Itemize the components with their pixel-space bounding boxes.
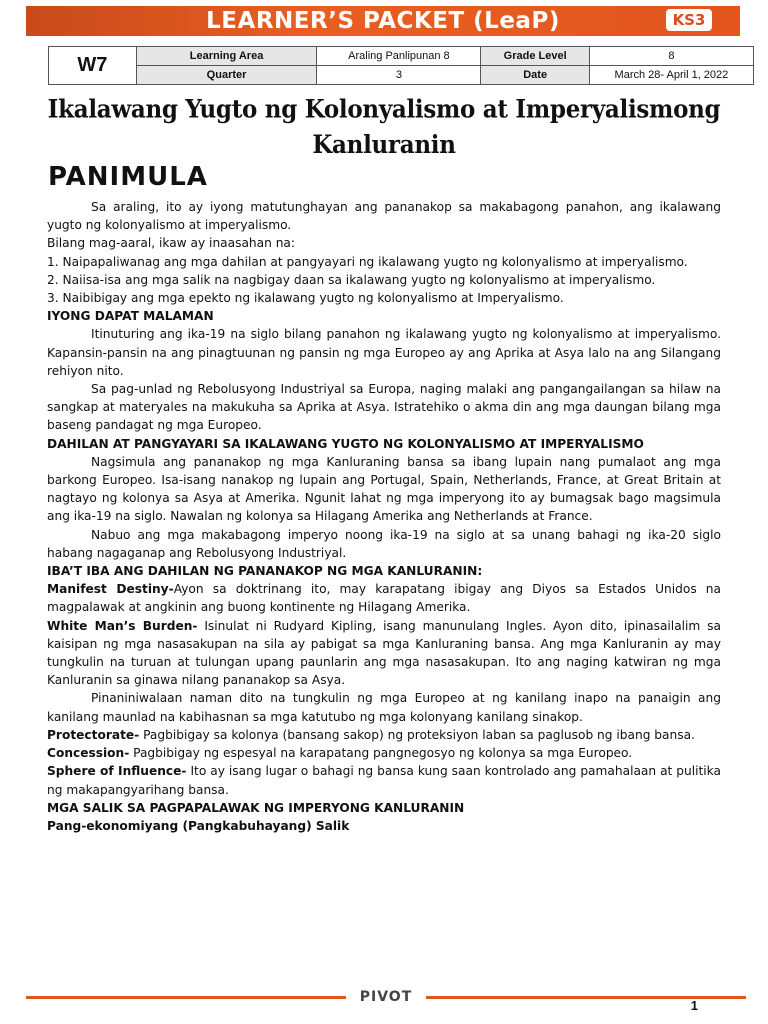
paragraph: Sa pag-unlad ng Rebolusyong Industriyal sa Europa, naging malaki ang pangangailangan sa hilaw na sangkap at materyales na makukuha sa Aprika at Asya. Istratehiko o akma din ang mga daungan bilang mga baseng pandagat ng mga Europeo. <box>47 382 721 433</box>
paragraph: Itinuturing ang ika-19 na siglo bilang panahon ng ikalawang yugto ng kolonyalismo at imperyalismo. Kapansin-pansin na ang pinagtuunan ng pansin ng mga Europeo ay ang Aprika at Asya lalo na ang Silangang rehiyon nito. <box>47 327 721 378</box>
term: Sphere of Influence- <box>47 764 187 779</box>
objectives-lead: Bilang mag-aaral, ikaw ay inaasahan na: <box>47 236 296 251</box>
subheading: Pang-ekonomiyang (Pangkabuhayang) Salik <box>47 818 350 833</box>
term-definition <box>47 726 721 744</box>
paragraph: Nabuo ang mga makabagong imperyo noong ika-19 na siglo at sa unang bahagi ng ika-20 siglo habang nagaganap ang Rebolusyong Industriyal. <box>47 527 721 560</box>
definition: Ayon sa doktrinang ito, may karapatang ibigay ang Diyos sa Estados Unidos na magpalawak at angkinin ang buong kontinente ng Hilagang Amerika. <box>47 582 721 615</box>
objective-item: 2. Naiisa-isa ang mga salik na nagbigay daan sa ikalawang yugto ng kolonyalismo at imperyalismo. <box>47 272 656 287</box>
meta-table <box>48 46 754 85</box>
quarter-label: Quarter <box>136 66 317 85</box>
packet-title: LEARNER’S PACKET (LeaP) <box>206 8 560 34</box>
term: White Man’s Burden- <box>47 618 198 633</box>
lesson-title: Ikalawang Yugto ng Kolonyalismo at Imperyalismong Kanluranin <box>47 94 721 160</box>
term-definition <box>47 762 721 798</box>
lesson-body <box>47 198 721 835</box>
grade-level-label: Grade Level <box>481 47 589 66</box>
ks-badge: KS3 <box>666 9 712 31</box>
term-definition <box>47 744 721 762</box>
paragraph: Pinaniniwalaan naman dito na tungkulin ng mga Europeo at ng kanilang inapo na panaigin ang kanilang maunlad na kabihasnan sa mga katutubo ng mga kolonyang kanilang sinakop. <box>47 691 721 724</box>
definition: Isinulat ni Rudyard Kipling, isang manunulang Ingles. Ayon dito, ipinasailalim sa kaisipan ng mga nasasakupan na sila ay pabigat sa mga Kanluraning bansa. Ang mga Kanluranin ay may tungkulin na turuan at tulungan upang paunlarin ang mga nasasakupan. Ito ang naging katwiran ng mga Kanluranin sa ginawa nilang pananakop sa Asya. <box>47 618 721 688</box>
quarter-value: 3 <box>317 66 481 85</box>
subheading: IYONG DAPAT MALAMAN <box>47 309 214 324</box>
definition: Pagbibigay sa kolonya (bansang sakop) ng proteksiyon laban sa paglusob ng ibang bansa. <box>139 727 695 742</box>
grade-level-value: 8 <box>589 47 753 66</box>
definition: Pagbibigay ng espesyal na karapatang pangnegosyo ng kolonya sa mga Europeo. <box>129 746 633 761</box>
term-definition <box>47 617 721 690</box>
date-value: March 28- April 1, 2022 <box>589 66 753 85</box>
pivot-logo: PIVOT <box>346 986 426 1008</box>
date-label: Date <box>481 66 589 85</box>
definition: Ito ay isang lugar o bahagi ng bansa kung saan kontrolado ang pamahalaan at pulitika ng makapangyarihang bansa. <box>47 764 721 797</box>
subheading: DAHILAN AT PANGYAYARI SA IKALAWANG YUGTO NG KOLONYALISMO AT IMPERYALISMO <box>47 436 644 451</box>
paragraph: Nagsimula ang pananakop ng mga Kanluraning bansa sa ibang lupain nang pumalaot ang mga barkong Europeo. Isa-isang nanakop ng lupain ang Portugal, Spain, Netherlands, France, at Great Britain at nagtayo ng kolonya sa Asya at Amerika. Ngunit lahat ng mga imperyong ito ay bumagsak bago magsimula ang ika-19 na siglo. Nawalan ng kolonya sa Hilagang Amerika ang Netherlands at France. <box>47 454 721 524</box>
section-heading: PANIMULA <box>48 162 208 192</box>
subheading: IBA’T IBA ANG DAHILAN NG PANANAKOP NG MGA KANLURANIN: <box>47 564 483 579</box>
term: Concession- <box>47 746 130 761</box>
header-banner <box>26 6 740 36</box>
week-label: W7 <box>49 47 137 85</box>
objective-item: 1. Naipapaliwanag ang mga dahilan at pangyayari ng ikalawang yugto ng kolonyalismo at imperyalismo. <box>47 254 688 269</box>
subheading: MGA SALIK SA PAGPAPALAWAK NG IMPERYONG KANLURANIN <box>47 800 465 815</box>
term: Protectorate- <box>47 727 140 742</box>
learning-area-value: Araling Panlipunan 8 <box>317 47 481 66</box>
objective-item: 3. Naibibigay ang mga epekto ng ikalawang yugto ng kolonyalismo at Imperyalismo. <box>47 291 564 306</box>
page-number: 1 <box>690 998 698 1013</box>
term: Manifest Destiny- <box>47 582 174 597</box>
intro-paragraph: Sa araling, ito ay iyong matutunghayan ang pananakop sa makabagong panahon, ang ikalawang yugto ng kolonyalismo at imperyalismo. <box>47 200 721 233</box>
term-definition <box>47 580 721 616</box>
learning-area-label: Learning Area <box>136 47 317 66</box>
